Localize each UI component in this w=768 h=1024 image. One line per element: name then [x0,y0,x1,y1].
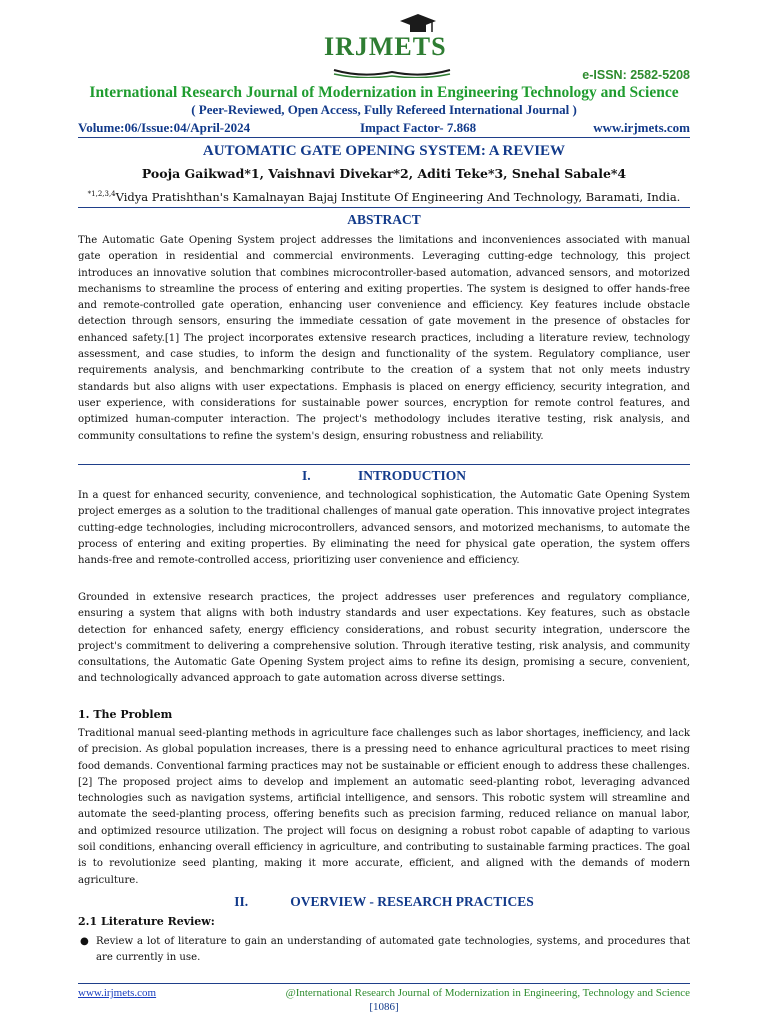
footer-website-link[interactable]: www.irjmets.com [78,987,157,999]
literature-review-heading: 2.1 Literature Review: [78,915,215,928]
bullet-icon: ● [80,936,89,947]
book-icon [332,68,452,78]
impact-factor: Impact Factor- 7.868 [360,120,477,135]
journal-logo [324,12,454,80]
problem-heading: 1. The Problem [78,708,173,721]
section-number: II. [234,894,249,909]
abstract-divider [78,464,690,465]
section-number: I. [301,468,311,483]
footer-divider [78,983,690,984]
paper-authors: Pooja Gaikwad*1, Vaishnavi Divekar*2, Aditi Teke*3, Snehal Sabale*4 [141,166,627,181]
section-title: OVERVIEW - RESEARCH PRACTICES [290,894,534,909]
abstract-heading: ABSTRACT [347,212,421,227]
intro-paragraph-3: Traditional manual seed-planting methods in agriculture face challenges such as labor shortages, inefficiency, and lack of precision. As global population increases, there is a pressing need to enhance agricultural practices to meet rising food demands. Conventional farming practices may not be sustainable or efficient enough to address these challenges.[2] The proposed project aims to develop and implement an automatic seed-planting robot, leveraging advanced technologies such as navigation systems, artificial intelligence, and sensors. This robotic system will streamline and automate the seed-planting process, offering benefits such as precision farming, reduced reliance on manual labor, and optimized resource utilization. The project will focus on designing a robust robot capable of adapting to various soil conditions, enhancing overall efficiency in agriculture, and contributing to sustainable farming practices. The goal is to revolutionize seed planting, making it more accurate, efficient, and aligned with the demands of modern agriculture. [78,728,690,886]
list-item-text: Review a lot of literature to gain an understanding of automated gate technologies, systems, and procedures that are currently in use. [96,936,690,964]
intro-paragraph-2: Grounded in extensive research practices, the project addresses user preferences and regulatory compliance, ensuring a system that aligns with both industry standards and user expectations. Key features, such as obstacle detection for enhanced safety, energy efficiency considerations, and robust security integration, underscore the project's commitment to delivering a comprehensive solution. Through iterative testing, risk analysis, and community consultations, the Automatic Gate Opening System project aims to refine its design, promising a secure, convenient, and technologically advanced approach to gate automation across diverse settings. [78,592,690,685]
logo-text: IRJMETS [324,32,447,61]
overview-heading [78,894,690,910]
header-divider [78,137,690,138]
footer-copyright: @International Research Journal of Modernization in Engineering, Technology and Science [285,987,690,999]
intro-paragraph-1: In a quest for enhanced security, convenience, and technological sophistication, the Automatic Gate Opening System project emerges as a solution to the traditional challenges of manual gate operation. This innovative project integrates cutting-edge technologies, including microcontrollers, advanced sensors, and motorized mechanisms, to automate the process of entering and exiting properties. By eliminating the need for physical gate operation, the system offers hands-free and remote-controlled access, prioritizing user convenience and efficiency. [78,490,690,567]
page-number: [1086] [369,1001,399,1013]
abstract-text: The Automatic Gate Opening System project addresses the limitations and inconveniences associated with manual gate operation in residential and commercial environments. Leveraging cutting-edge technology, this project introduces an innovative solution that combines microcontroller-based automation, advanced sensors, and motorized mechanisms to streamline the process of entering and exiting properties. The system is designed to offer hands-free and remote-controlled gate operation, enhancing user convenience and efficiency. Key features include obstacle detection through sensors, ensuring the immediate cessation of gate movement in the presence of obstacles for enhanced safety.[1] The project incorporates extensive research practices, including a literature review, technology assessment, and case studies, to inform the design and functionality of the system. Regulatory compliance, user requirements analysis, and benchmarking contribute to the creation of a system that not only meets industry standards but also aligns with user expectations. Emphasis is placed on energy efficiency, security integration, and user experience, with considerations for sustainable power sources, encryption for remote control features, and optimized human-computer interaction. The project's methodology includes iterative testing, risk analysis, and community consultations to refine the system's design, ensuring robustness and reliability. [78,235,690,442]
affiliation-text: Vidya Pratishthan's Kamalnayan Bajaj Institute Of Engineering And Technology, Baramati, India. [115,190,681,204]
website-link[interactable]: www.irjmets.com [593,120,690,135]
affiliation-marker: *1,2,3,4 [87,190,116,199]
introduction-heading [78,468,690,484]
paper-affiliation [78,190,690,204]
volume-issue: Volume:06/Issue:04/April-2024 [78,120,251,135]
issn: e-ISSN: 2582-5208 [582,68,690,82]
journal-title: International Research Journal of Modernization in Engineering Technology and Science [89,84,679,101]
journal-subtitle: ( Peer-Reviewed, Open Access, Fully Refereed International Journal ) [191,102,577,117]
title-divider [78,207,690,208]
list-item [78,934,690,967]
section-title: INTRODUCTION [357,468,466,483]
paper-title: AUTOMATIC GATE OPENING SYSTEM: A REVIEW [202,143,566,159]
